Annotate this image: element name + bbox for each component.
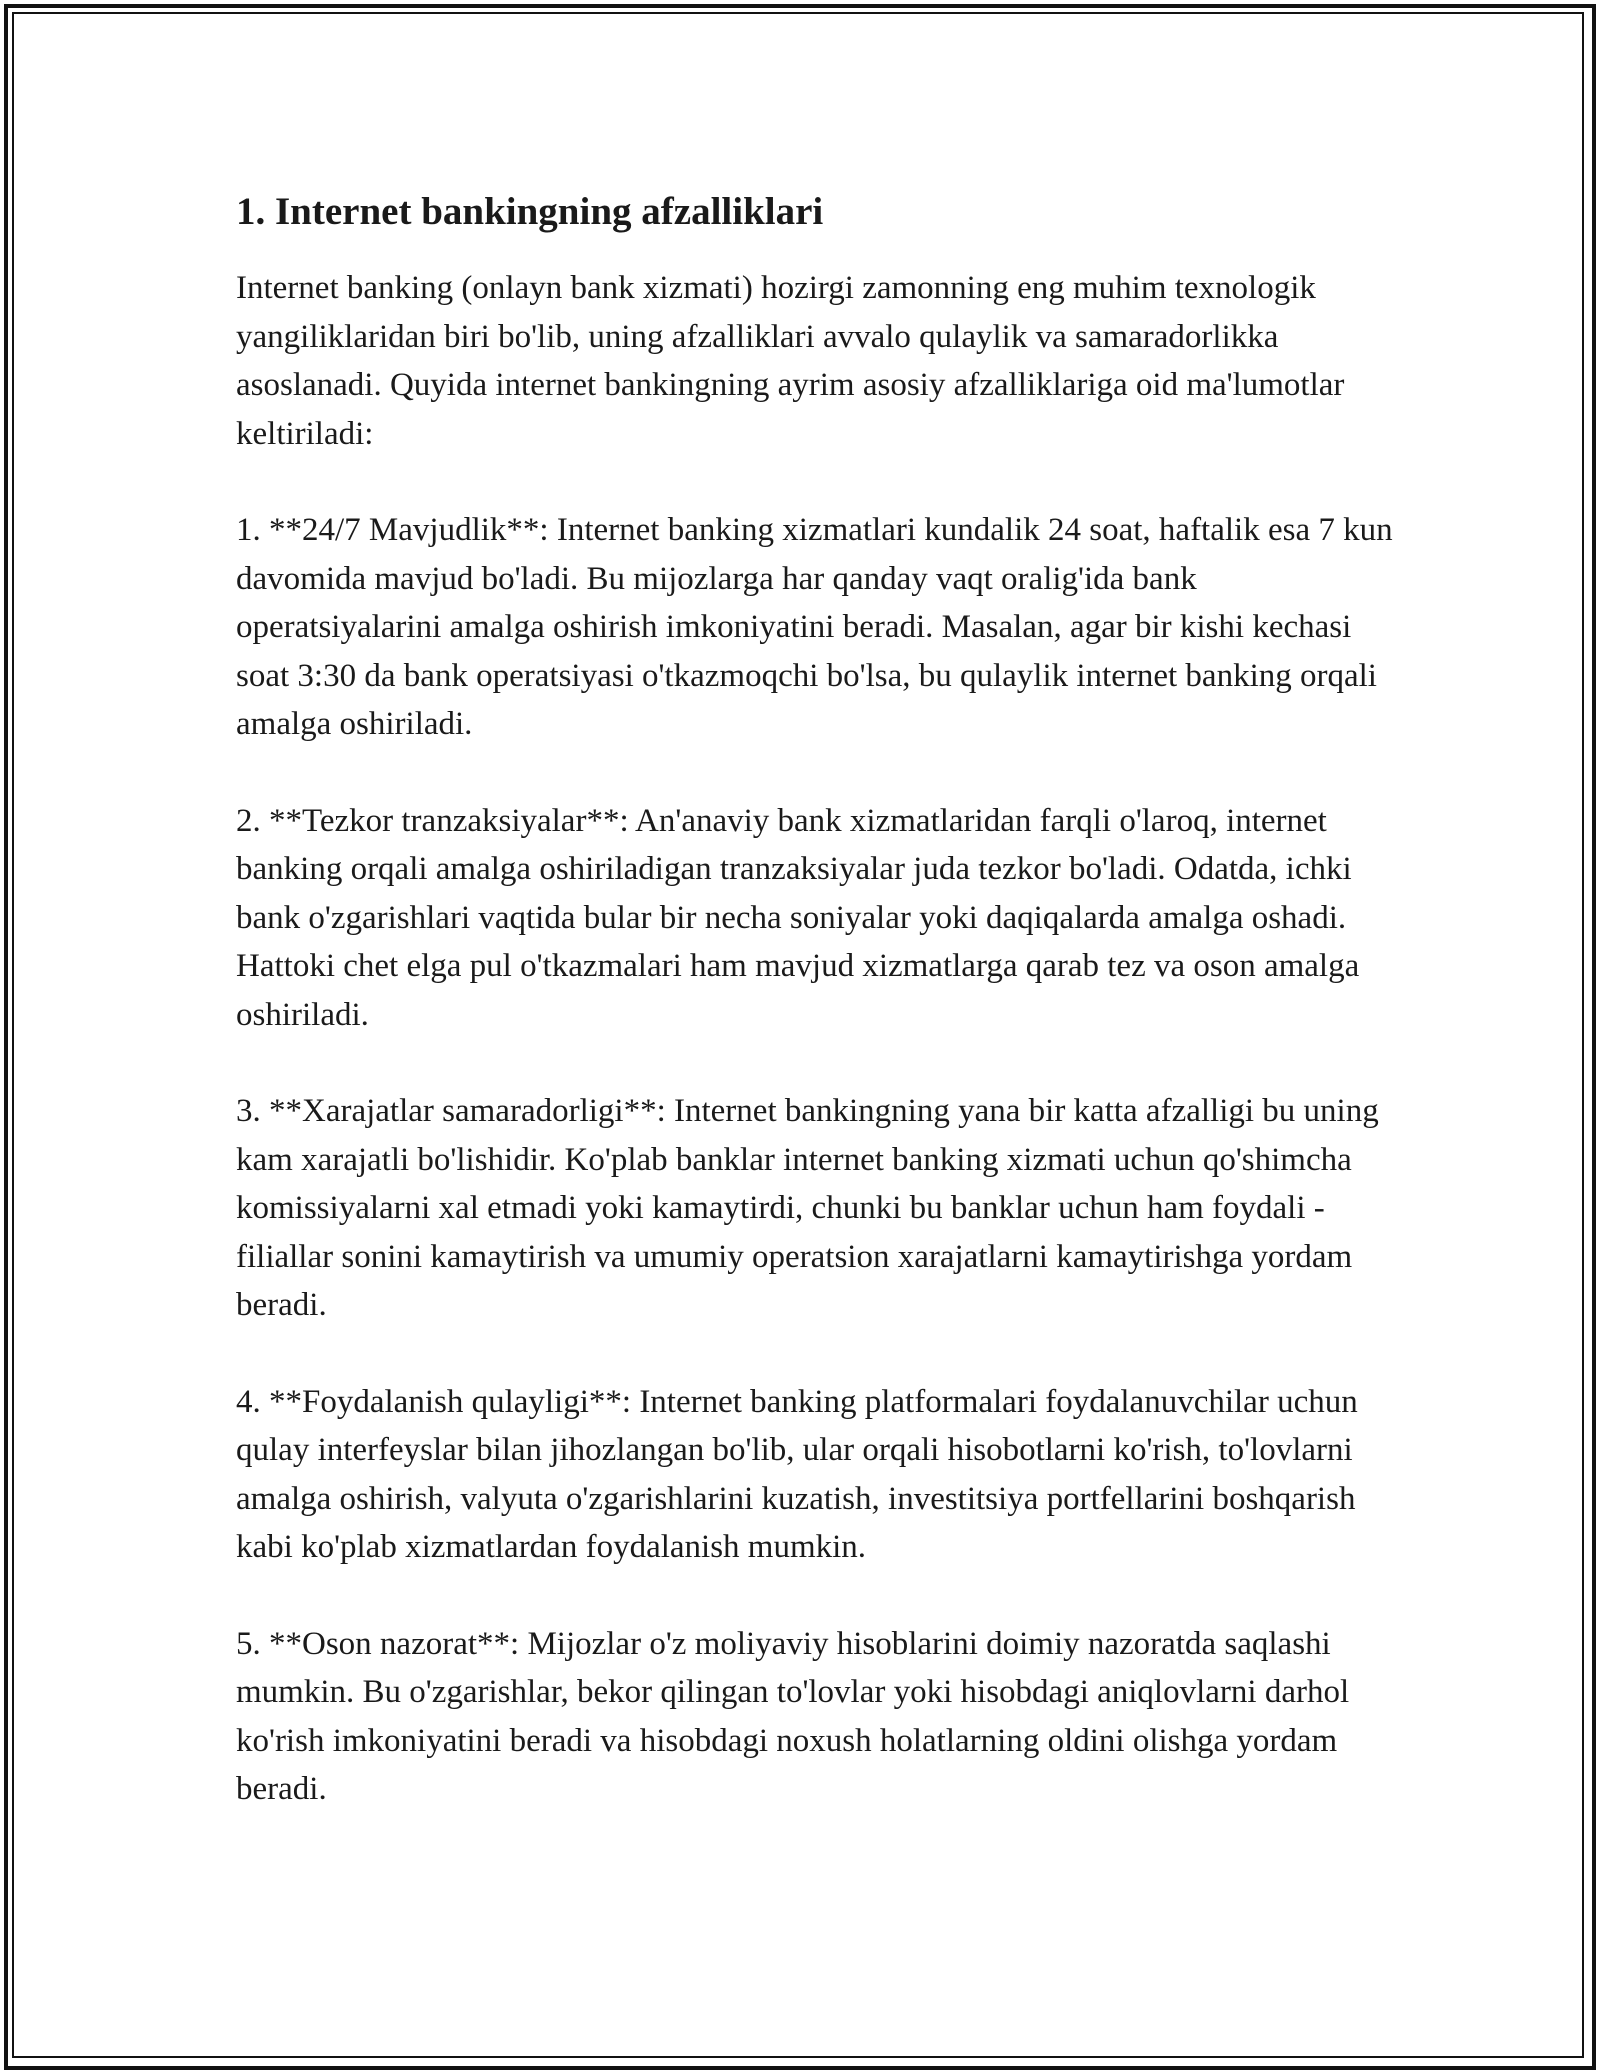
list-item-easy-control: 5. **Oson nazorat**: Mijozlar o'z moliyaviy hisoblarini doimiy nazoratda saqlashi mumkin. Bu o'zgarishlar, bekor qilingan to'lovlar yoki hisobdagi aniqlovlarni darhol ko'rish imkoniyatini beradi va hisobdagi noxush holatlarning oldini olishga yordam beradi. xyxy=(236,1625,1350,1807)
list-item-usability: 4. **Foydalanish qulayligi**: Internet banking platformalari foydalanuvchilar uchun qulay interfeyslar bilan jihozlangan bo'lib, ular orqali hisobotlarni ko'rish, to'lovlarni amalga oshirish, valyuta o'zgarishlarini kuzatish, investitsiya portfellarini boshqarish kabi ko'plab xizmatlardan foydalanish mumkin. xyxy=(236,1383,1358,1565)
list-item-fast-transactions: 2. **Tezkor tranzaksiyalar**: An'anaviy bank xizmatlaridan farqli o'laroq, internet banking orqali amalga oshiriladigan tranzaksiyalar juda tezkor bo'ladi. Odatda, ichki bank o'zgarishlari vaqtida bular bir necha soniyalar yoki daqiqalarda amalga oshadi. Hattoki chet elga pul o'tkazmalari ham mavjud xizmatlarga qarab tez va oson amalga oshiriladi. xyxy=(236,802,1360,1033)
list-item-cost-efficiency: 3. **Xarajatlar samaradorligi**: Internet bankingning yana bir katta afzalligi bu uning kam xarajatli bo'lishidir. Ko'plab banklar internet banking xizmati uchun qo'shimcha komissiyalarni xal etmadi yoki kamaytirdi, chunki bu banklar uchun ham foydali - filiallar sonini kamaytirish va umumiy operatsion xarajatlarni kamaytirishga yordam beradi. xyxy=(236,1093,1379,1323)
intro-paragraph: Internet banking (onlayn bank xizmati) hozirgi zamonning eng muhim texnologik yangiliklaridan biri bo'lib, uning afzalliklari avvalo qulaylik va samaradorlikka asoslanadi. Quyida internet bankingning ayrim asosiy afzalliklariga oid ma'lumotlar keltiriladi: xyxy=(236,270,1345,452)
document-heading: 1. Internet bankingning afzalliklari xyxy=(236,190,824,233)
list-item-availability: 1. **24/7 Mavjudlik**: Internet banking xizmatlari kundalik 24 soat, haftalik esa 7 kun davomida mavjud bo'ladi. Bu mijozlarga har qanday vaqt oralig'ida bank operatsiyalarini amalga oshirish imkoniyatini beradi. Masalan, agar bir kishi kechasi soat 3:30 da bank operatsiyasi o'tkazmoqchi bo'lsa, bu qulaylik internet banking orqali amalga oshiriladi. xyxy=(236,512,1393,742)
document-body xyxy=(236,186,1396,1862)
